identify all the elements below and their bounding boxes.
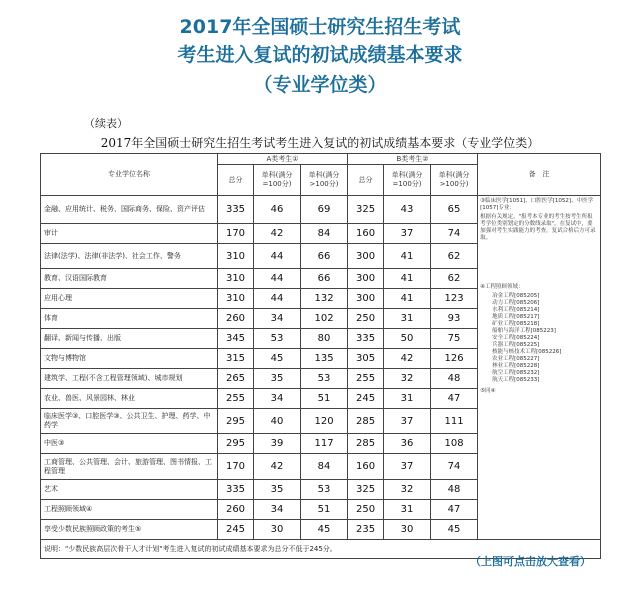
a-single-over100-score: 132 bbox=[301, 289, 348, 309]
a-single-over100-score: 53 bbox=[301, 369, 348, 389]
a-single-over100-score: 66 bbox=[301, 244, 348, 269]
subject-name: 建筑学、工程(不含工程管理领域)、城市规划 bbox=[41, 369, 218, 389]
a-single-over100-score: 51 bbox=[301, 500, 348, 520]
subject-name: 应用心理 bbox=[41, 289, 218, 309]
b-total-score: 285 bbox=[348, 434, 384, 454]
a-single-100-score: 35 bbox=[254, 369, 301, 389]
b-single-over100-score: 47 bbox=[431, 500, 478, 520]
header-b-single-100: 单科(满分=100分) bbox=[384, 165, 431, 196]
b-single-100-score: 43 bbox=[384, 196, 431, 224]
b-single-over100-score: 45 bbox=[431, 520, 478, 540]
table-footnote: 说明："少数民族高层次骨干人才计划"考生进入复试的初试成绩基本要求为总分不低于245分。 bbox=[41, 540, 601, 559]
a-single-over100-score: 66 bbox=[301, 269, 348, 289]
b-single-100-score: 31 bbox=[384, 389, 431, 409]
note-engineering-field: 林业工程[085228] bbox=[492, 363, 540, 369]
b-single-over100-score: 62 bbox=[431, 269, 478, 289]
b-single-over100-score: 62 bbox=[431, 244, 478, 269]
a-total-score: 170 bbox=[218, 224, 254, 244]
b-single-100-score: 37 bbox=[384, 224, 431, 244]
header-a-single-over100: 单科(满分>100分) bbox=[301, 165, 348, 196]
b-single-over100-score: 74 bbox=[431, 454, 478, 480]
continued-label: （续表） bbox=[84, 117, 128, 130]
b-single-100-score: 32 bbox=[384, 480, 431, 500]
b-total-score: 325 bbox=[348, 480, 384, 500]
b-single-100-score: 42 bbox=[384, 349, 431, 369]
b-total-score: 300 bbox=[348, 289, 384, 309]
b-total-score: 235 bbox=[348, 520, 384, 540]
a-total-score: 170 bbox=[218, 454, 254, 480]
a-single-100-score: 34 bbox=[254, 500, 301, 520]
a-total-score: 310 bbox=[218, 269, 254, 289]
a-total-score: 255 bbox=[218, 389, 254, 409]
subject-name: 工商管理、公共管理、会计、旅游管理、图书情报、工程管理 bbox=[41, 454, 218, 480]
a-total-score: 295 bbox=[218, 409, 254, 434]
a-single-100-score: 40 bbox=[254, 409, 301, 434]
b-single-over100-score: 108 bbox=[431, 434, 478, 454]
title-line-1: 2017年全国硕士研究生招生考试 bbox=[179, 16, 461, 38]
subject-name: 金融、应用统计、税务、国际商务、保险、资产评估 bbox=[41, 196, 218, 224]
b-single-over100-score: 65 bbox=[431, 196, 478, 224]
note-engineering-field: 冶金工程[085205] bbox=[492, 293, 540, 299]
b-total-score: 255 bbox=[348, 369, 384, 389]
a-single-100-score: 45 bbox=[254, 349, 301, 369]
a-single-over100-score: 117 bbox=[301, 434, 348, 454]
note-engineering-field: 农业工程[085227] bbox=[492, 356, 540, 362]
b-total-score: 305 bbox=[348, 349, 384, 369]
table-caption: 2017年全国硕士研究生招生考试考生进入复试的初试成绩基本要求（专业学位类） bbox=[100, 136, 540, 150]
b-single-100-score: 36 bbox=[384, 434, 431, 454]
a-single-over100-score: 135 bbox=[301, 349, 348, 369]
table-row bbox=[41, 196, 601, 224]
a-total-score: 265 bbox=[218, 369, 254, 389]
b-single-over100-score: 47 bbox=[431, 389, 478, 409]
a-single-100-score: 34 bbox=[254, 389, 301, 409]
header-subject: 专业学位名称 bbox=[41, 154, 218, 196]
a-single-over100-score: 69 bbox=[301, 196, 348, 224]
a-total-score: 260 bbox=[218, 500, 254, 520]
b-single-100-score: 31 bbox=[384, 309, 431, 329]
subject-name: 教育、汉语国际教育 bbox=[41, 269, 218, 289]
subject-name: 临床医学③、口腔医学③、公共卫生、护理、药学、中药学 bbox=[41, 409, 218, 434]
title-line-2: 考生进入复试的初试成绩基本要求 bbox=[177, 44, 463, 66]
a-total-score: 335 bbox=[218, 196, 254, 224]
subject-name: 中医③ bbox=[41, 434, 218, 454]
b-single-over100-score: 74 bbox=[431, 224, 478, 244]
a-single-100-score: 44 bbox=[254, 244, 301, 269]
subject-name: 艺术 bbox=[41, 480, 218, 500]
a-single-over100-score: 84 bbox=[301, 224, 348, 244]
b-single-over100-score: 111 bbox=[431, 409, 478, 434]
header-a-single-100: 单科(满分=100分) bbox=[254, 165, 301, 196]
a-single-100-score: 42 bbox=[254, 454, 301, 480]
note-medical-text: 根据有关规定，"报考本专业的考生按考生所报考学位类别划定的分数线录取"，在复试中，要加强对考生实践能力的考查，复试合格后方可录取。 bbox=[480, 214, 596, 241]
b-single-100-score: 41 bbox=[384, 289, 431, 309]
b-single-100-score: 50 bbox=[384, 329, 431, 349]
a-single-over100-score: 102 bbox=[301, 309, 348, 329]
note-engineering-field: 核能与核技术工程[085226] bbox=[492, 349, 562, 355]
b-total-score: 250 bbox=[348, 309, 384, 329]
b-total-score: 300 bbox=[348, 269, 384, 289]
a-total-score: 315 bbox=[218, 349, 254, 369]
note-engineering-title: ④工程照顾领域： bbox=[480, 284, 524, 290]
subject-name: 审计 bbox=[41, 224, 218, 244]
header-zone-b: B类考生② bbox=[348, 154, 478, 165]
b-single-over100-score: 48 bbox=[431, 480, 478, 500]
b-total-score: 160 bbox=[348, 224, 384, 244]
title-line-3: （专业学位类） bbox=[253, 74, 387, 96]
note-engineering-field: 船舶与海洋工程[085223] bbox=[492, 328, 556, 334]
note-same-as-4: ⑤同④ bbox=[480, 388, 496, 394]
a-single-over100-score: 84 bbox=[301, 454, 348, 480]
note-engineering-field: 航天工程[085233] bbox=[492, 377, 540, 383]
b-single-100-score: 37 bbox=[384, 454, 431, 480]
b-total-score: 325 bbox=[348, 196, 384, 224]
notes-spacer bbox=[480, 244, 598, 284]
a-single-100-score: 34 bbox=[254, 309, 301, 329]
a-single-over100-score: 45 bbox=[301, 520, 348, 540]
b-single-100-score: 31 bbox=[384, 500, 431, 520]
subject-name: 文物与博物馆 bbox=[41, 349, 218, 369]
b-total-score: 245 bbox=[348, 389, 384, 409]
b-single-over100-score: 123 bbox=[431, 289, 478, 309]
score-table[interactable] bbox=[40, 153, 601, 559]
note-medical-title: ③临床医学[1051]、口腔医学[1052]、中医学[1057]专业： bbox=[480, 198, 594, 211]
note-engineering-field: 动力工程[085206] bbox=[492, 300, 540, 306]
a-single-100-score: 39 bbox=[254, 434, 301, 454]
header-b-total: 总分 bbox=[348, 165, 384, 196]
header-b-single-over100: 单科(满分>100分) bbox=[431, 165, 478, 196]
a-total-score: 345 bbox=[218, 329, 254, 349]
note-engineering-field: 地质工程[085217] bbox=[492, 314, 540, 320]
b-total-score: 335 bbox=[348, 329, 384, 349]
notes-cell bbox=[478, 196, 601, 540]
b-single-over100-score: 75 bbox=[431, 329, 478, 349]
b-single-100-score: 37 bbox=[384, 409, 431, 434]
note-engineering-field: 水利工程[085214] bbox=[492, 307, 540, 313]
a-single-100-score: 53 bbox=[254, 329, 301, 349]
header-a-total: 总分 bbox=[218, 165, 254, 196]
subject-name: 工程照顾领域④ bbox=[41, 500, 218, 520]
b-total-score: 285 bbox=[348, 409, 384, 434]
b-total-score: 300 bbox=[348, 244, 384, 269]
a-total-score: 260 bbox=[218, 309, 254, 329]
a-single-100-score: 35 bbox=[254, 480, 301, 500]
a-single-100-score: 30 bbox=[254, 520, 301, 540]
a-single-100-score: 44 bbox=[254, 289, 301, 309]
subject-name: 农业、兽医、风景园林、林业 bbox=[41, 389, 218, 409]
a-total-score: 245 bbox=[218, 520, 254, 540]
note-engineering-field: 航空工程[085232] bbox=[492, 370, 540, 376]
header-zone-a: A类考生① bbox=[218, 154, 348, 165]
subject-name: 体育 bbox=[41, 309, 218, 329]
a-total-score: 295 bbox=[218, 434, 254, 454]
b-single-over100-score: 93 bbox=[431, 309, 478, 329]
subject-name: 享受少数民族照顾政策的考生⑤ bbox=[41, 520, 218, 540]
a-single-100-score: 46 bbox=[254, 196, 301, 224]
a-single-over100-score: 53 bbox=[301, 480, 348, 500]
b-single-100-score: 30 bbox=[384, 520, 431, 540]
b-single-100-score: 41 bbox=[384, 244, 431, 269]
b-total-score: 160 bbox=[348, 454, 384, 480]
header-notes: 备 注 bbox=[478, 154, 601, 196]
b-single-over100-score: 126 bbox=[431, 349, 478, 369]
note-engineering-field: 安全工程[085224] bbox=[492, 335, 540, 341]
b-total-score: 250 bbox=[348, 500, 384, 520]
b-single-100-score: 41 bbox=[384, 269, 431, 289]
a-total-score: 335 bbox=[218, 480, 254, 500]
a-total-score: 310 bbox=[218, 289, 254, 309]
a-single-100-score: 42 bbox=[254, 224, 301, 244]
subject-name: 翻译、新闻与传播、出版 bbox=[41, 329, 218, 349]
note-engineering-field: 矿业工程[085218] bbox=[492, 321, 540, 327]
a-total-score: 310 bbox=[218, 244, 254, 269]
a-single-100-score: 44 bbox=[254, 269, 301, 289]
a-single-over100-score: 51 bbox=[301, 389, 348, 409]
enlarge-link[interactable]: （上图可点击放大查看） bbox=[470, 555, 591, 568]
a-single-over100-score: 80 bbox=[301, 329, 348, 349]
a-single-over100-score: 120 bbox=[301, 409, 348, 434]
note-engineering-field: 兵器工程[085225] bbox=[492, 342, 540, 348]
b-single-over100-score: 48 bbox=[431, 369, 478, 389]
b-single-100-score: 32 bbox=[384, 369, 431, 389]
subject-name: 法律(法学)、法律(非法学)、社会工作、警务 bbox=[41, 244, 218, 269]
